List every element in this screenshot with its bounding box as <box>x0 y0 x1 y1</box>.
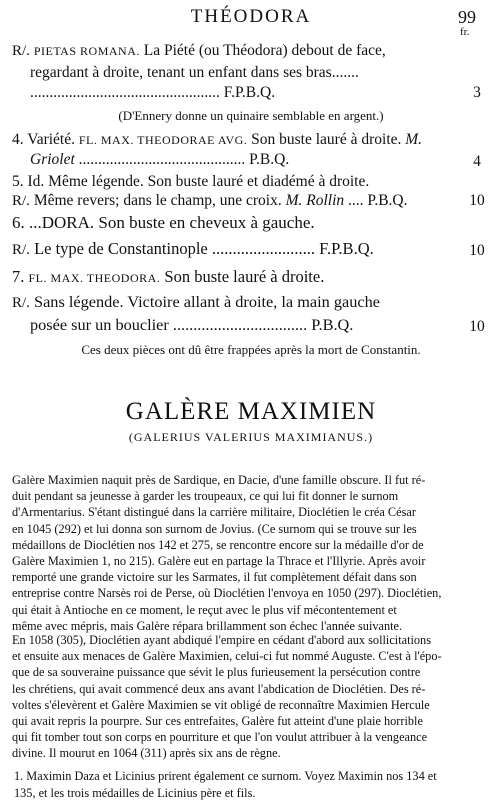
catalog-entry-line: ................................................. F.P.B.Q. <box>30 84 276 101</box>
text-line: qui avait repris la pourpre. Sur ces entrefaites, Galère fut atteint d'une plaie horrible <box>12 714 423 729</box>
entry-number: 7. <box>12 267 25 286</box>
catalog-entry-line <box>12 214 315 232</box>
entry-text: Sans légende. Victoire allant à droite, la main gauche <box>34 292 380 311</box>
entry-value: 10 <box>469 192 485 209</box>
text-line: divine. Il mourut en 1064 (311) après six ans de règne. <box>12 746 281 761</box>
catalog-entry-line <box>12 173 369 191</box>
collector-name: M. <box>405 131 423 148</box>
text-line: duit pendant sa jeunesse à garder les troupeaux, ce qui lui fit donner le surnom <box>12 489 399 504</box>
entry-value: 10 <box>469 318 485 335</box>
biography-paragraph-1 <box>12 472 492 634</box>
catalog-entry-line <box>30 151 289 169</box>
catalog-entry-line: posée sur un bouclier ................................. P.B.Q. <box>30 315 354 334</box>
entry-text: Son buste lauré à droite. <box>251 131 402 148</box>
running-title: THÉODORA <box>190 6 312 27</box>
text-line: médaillons de Dioclétien nos 142 et 275, se rencontre encore sur la médaille d'or de <box>12 537 424 552</box>
entry-text: Variété. <box>27 131 75 148</box>
collector-name: Griolet <box>30 151 75 168</box>
catalog-entry-line <box>12 42 386 60</box>
text-line: et ensuite aux menaces de Galère Maximien, celui-ci fut nommé Auguste. C'est à l'épo- <box>12 649 442 664</box>
footnote-line: 1. Maximin Daza et Licinius prirent également ce surnom. Voyez Maximin nos 134 et <box>14 769 437 783</box>
catalog-entry-line: regardant à droite, tenant un enfant dans ses bras....... <box>30 64 359 81</box>
text-line: les chrétiens, qui avait commencé deux ans avant l'abdication de Dioclétien. Des ré- <box>12 681 426 696</box>
catalog-entry-line <box>12 192 407 210</box>
text-line: qui était à Antioche en ce moment, le reçut avec le plus vif mécontentement et <box>12 602 397 617</box>
entry-value: 3 <box>473 84 481 101</box>
text-line: en 1045 (292) et lui donna son surnom de Jovius. (Ce surnom qui se trouve sur les <box>12 521 417 536</box>
entry-text: .... P.B.Q. <box>348 192 408 209</box>
text-line: Galère Maximien 1, no 215). Galère eut en partage la Thrace et l'Illyrie. Après avoir <box>12 554 426 569</box>
section-subtitle: (GALERIUS VALERIUS MAXIMIANUS.) <box>128 430 374 444</box>
reverse-marker: R/. <box>12 242 30 258</box>
entry-note: Ces deux pièces ont dû être frappées après la mort de Constantin. <box>81 342 421 357</box>
entry-note: (D'Ennery donne un quinaire semblable en argent.) <box>118 108 384 123</box>
catalog-entry-line <box>12 240 374 259</box>
text-line: entreprise contre Narsès roi de Perse, où Dioclétien l'envoya en 1050 (297). Dioclétien, <box>12 586 442 601</box>
entry-number: 4. <box>12 131 24 148</box>
footnote-line: 135, et les trois médailles de Licinius père et fils. <box>14 786 256 800</box>
text-line: En 1058 (305), Dioclétien ayant abdiqué l'empire en cédant d'abord aux sollicitations <box>12 633 431 647</box>
entry-text: La Piété (ou Théodora) debout de face, <box>143 42 386 59</box>
text-line: voltes s'élevèrent et Galère Maximien se vit obligé de reconnaître Maximien Hercule <box>12 697 430 712</box>
entry-text: ...DORA. Son buste en cheveux à gauche. <box>29 213 315 232</box>
text-line: Galère Maximien naquit près de Sardique, en Dacie, d'une famille obscure. Il fut ré- <box>12 473 426 487</box>
entry-value: 4 <box>473 153 481 170</box>
page-number: 99 <box>458 7 476 27</box>
entry-number: 6. <box>12 213 25 232</box>
catalog-entry-line <box>12 268 324 287</box>
section-title: GALÈRE MAXIMIEN <box>125 398 377 425</box>
reverse-marker: R/. <box>12 193 30 209</box>
text-line: qui fit tomber tout son corps en pourriture et que l'on voulut attribuer à la vengeance <box>12 730 428 745</box>
legend-caps: PIETAS ROMANA. <box>33 44 140 58</box>
page-number-sub: fr. <box>460 26 470 38</box>
legend-caps: FL. MAX. THEODORAE AVG. <box>78 133 248 147</box>
entry-text: Id. Même légende. Son buste lauré et diadémé à droite. <box>27 173 370 190</box>
catalog-entry-line <box>12 293 380 312</box>
text-line: que de sa souveraine puissance que sévit le plus furieusement la persécution contre <box>12 665 421 680</box>
text-line: d'Armentarius. S'étant distingué dans la carrière militaire, Dioclétien le créa César <box>12 505 416 520</box>
entry-text: Son buste lauré à droite. <box>164 267 325 286</box>
entry-value: 10 <box>469 242 485 259</box>
entry-text: ........................................... P.B.Q. <box>78 151 290 168</box>
legend-caps: FL. MAX. THEODORA. <box>28 271 161 285</box>
catalog-entry-line <box>12 131 422 149</box>
footnote <box>14 768 492 802</box>
entry-text: Même revers; dans le champ, une croix. <box>33 192 282 209</box>
entry-text: Le type de Constantinople ......................... F.P.B.Q. <box>34 239 374 258</box>
text-line: remporté une grande victoire sur les Sarmates, il fut complètement défait dans son <box>12 570 417 585</box>
reverse-marker: R/. <box>12 43 30 59</box>
collector-name: M. Rollin <box>285 192 345 209</box>
biography-paragraph-2 <box>12 632 492 762</box>
text-line: même avec mépris, mais Galère répara brillamment son échec l'année suivante. <box>12 618 403 633</box>
reverse-marker: R/. <box>12 295 30 311</box>
entry-number: 5. <box>12 173 24 190</box>
